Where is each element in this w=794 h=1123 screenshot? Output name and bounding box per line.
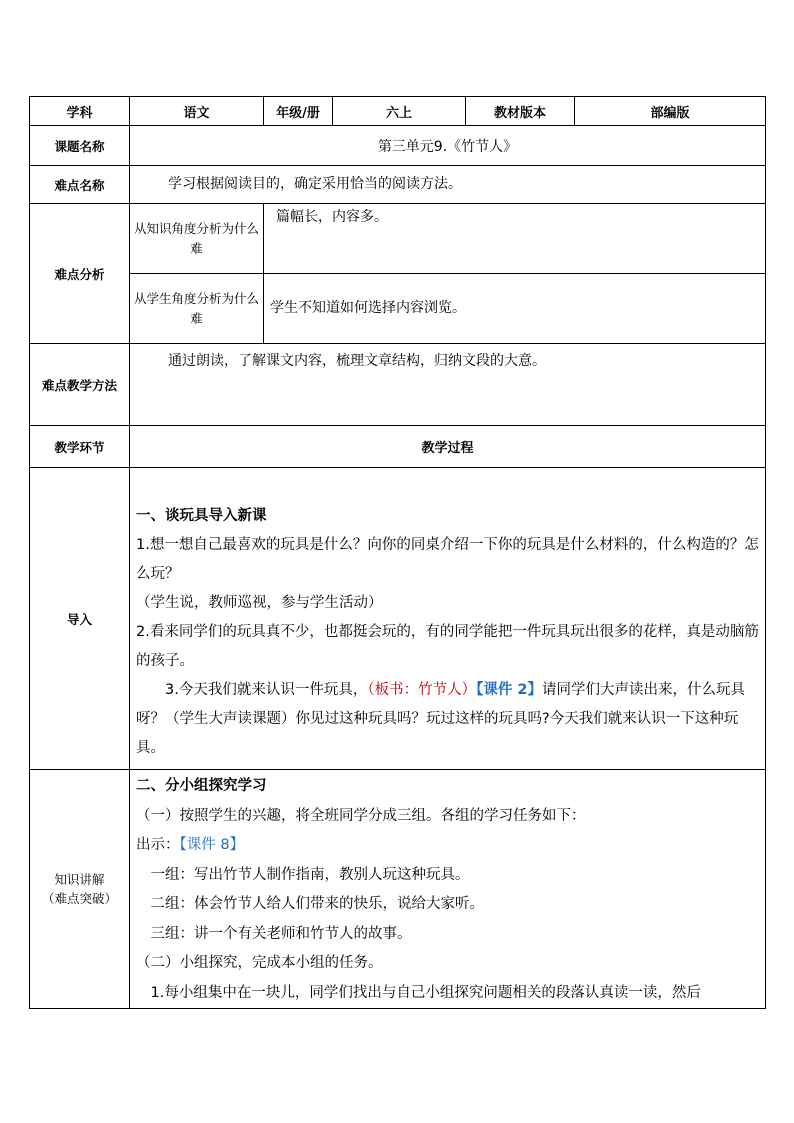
knowledge-analysis-row [30,204,766,274]
intro-content [130,468,766,770]
difficulty-name-label: 难点名称 [30,166,130,204]
knowledge-heading: 二、分小组探究学习 [136,778,267,794]
title-value: 第三单元9.《竹节人》 [130,126,766,166]
knowledge-label-line2: （难点突破） [41,891,117,906]
knowledge-angle-value: 篇幅长，内容多。 [264,204,766,274]
method-value: 通过朗读，了解课文内容，梳理文章结构，归纳文段的大意。 [130,344,766,426]
grade-label: 年级/册 [264,97,333,126]
knowledge-label-line1: 知识讲解 [54,871,105,887]
student-analysis-row [30,274,766,344]
intro-label: 导入 [30,468,130,770]
show-prefix: 出示： [136,837,180,853]
lesson-plan-table [29,96,766,1009]
intro-row [30,468,766,770]
intro-paragraph-3: 2.看来同学们的玩具真不少，也都挺会玩的，有的同学能把一件玩具玩出很多的花样，真是动脑筋的孩子。 [136,624,759,669]
process-header-row [30,426,766,468]
intro-paragraph-2: （学生说，教师巡视，参与学生活动） [136,595,383,611]
knowledge-paragraph-3: （二）小组探究，完成本小组的任务。 [136,955,383,971]
group-3-task: 三组：讲一个有关老师和竹节人的故事。 [150,925,412,942]
knowledge-paragraph-1: （一）按照学生的兴趣，将全班同学分成三组。各组的学习任务如下： [136,807,586,824]
knowledge-row [30,770,766,1009]
knowledge-angle-label: 从知识角度分析为什么难 [130,204,264,274]
knowledge-content [130,770,766,1009]
courseware-ref-8: 【课件 8】 [179,837,245,853]
header-row [30,97,766,126]
grade-value: 六上 [333,97,466,126]
difficulty-name-value: 学习根据阅读目的，确定采用恰当的阅读方法。 [130,166,766,204]
subject-value: 语文 [130,97,264,126]
courseware-ref-2: 【课件 2】 [476,682,542,698]
method-label: 难点教学方法 [30,344,130,426]
student-angle-value: 学生不知道如何选择内容浏览。 [264,274,766,344]
knowledge-paragraph-4: 1.每小组集中在一块儿，同学们找出与自己小组探究问题相关的段落认真读一读，然后 [150,984,701,1001]
intro-paragraph-4 [136,676,759,763]
analysis-label: 难点分析 [30,204,130,344]
stage-label: 教学环节 [30,426,130,468]
difficulty-name-row [30,166,766,204]
intro-p4-text-b: 请同学们大声读出来，什么玩具呀？（学生大声读课题）你见过这种玩具吗？玩过这样的玩具吗?今天我们就来认识一下这种玩具。 [136,682,745,756]
student-angle-label: 从学生角度分析为什么难 [130,274,264,344]
group-1-task: 一组：写出竹节人制作指南，教别人玩这种玩具。 [150,866,470,883]
knowledge-paragraph-2 [136,831,759,861]
edition-value: 部编版 [575,97,766,126]
title-row [30,126,766,166]
blackboard-note: （板书：竹节人） [367,682,477,698]
knowledge-label [30,770,130,1009]
subject-label: 学科 [30,97,130,126]
intro-p4-text-a: 3.今天我们就来认识一件玩具， [165,682,368,698]
process-label: 教学过程 [130,426,766,468]
intro-paragraph-1: 1.想一想自己最喜欢的玩具是什么？向你的同桌介绍一下你的玩具是什么材料的，什么构造的？怎么玩？ [136,537,759,582]
method-row [30,344,766,426]
group-2-task: 二组：体会竹节人给人们带来的快乐，说给大家听。 [150,896,484,912]
intro-heading: 一、谈玩具导入新课 [136,508,267,524]
edition-label: 教材版本 [466,97,575,126]
title-label: 课题名称 [30,126,130,166]
